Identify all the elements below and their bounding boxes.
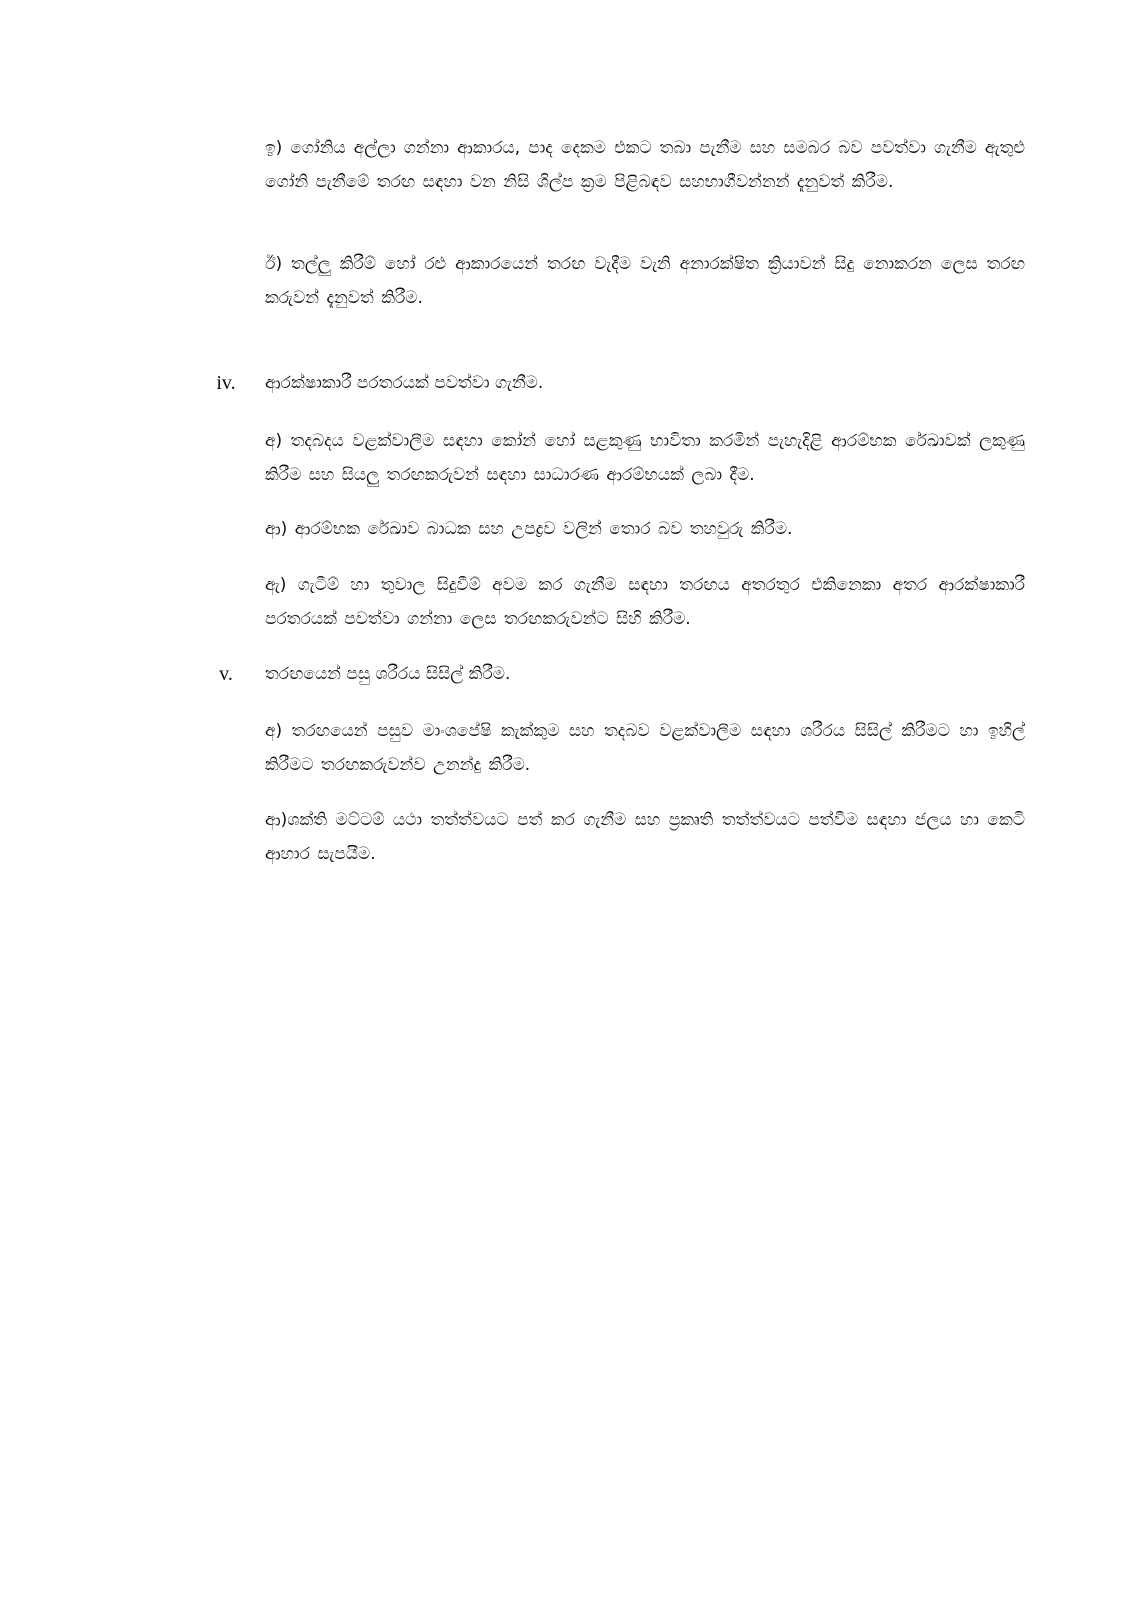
paragraph-iii-ee: ඊ) තල්ලු කිරීම් හෝ රළු ආකාරයෙන් තරඟ වැදීම වැනි අනාරක්ෂිත ක්‍රියාවන් සිදු නොකරන ලෙස තරඟ කරුවන් දැනුවත් කිරීම. xyxy=(265,254,1025,308)
paragraph-iv-aa: ආ) ආරම්භක රේඛාව බාධක සහ උපද්‍රව වලින් තොර බව තහවුරු කිරීම. xyxy=(265,519,793,539)
paragraph-v-aa: ආ)ශක්ති මට්ටම් යථා තත්ත්වයට පත් කර ගැනීම සහ ප්‍රකෘති තත්ත්වයට පත්වීම සඳහා ජලය හා කෙටි ආහාර සැපයීම. xyxy=(265,810,1025,864)
section-v-numeral: v. xyxy=(219,663,233,685)
paragraph-iv-a: අ) තදබදය වළක්වාලීම සඳහා කෝන් හෝ සළකුණු භාවිතා කරමින් පැහැදිළි ආරම්භක රේඛාවක් ලකුණු කිරීම සහ සියලු තරඟකරුවන් සඳහා සාධාරණ ආරම්භයක් ලබා දීම. xyxy=(265,431,1025,485)
section-iv-title xyxy=(0,366,1131,400)
section-iv-numeral: iv. xyxy=(216,372,236,394)
section-v-heading: තරඟයෙන් පසු ශරීරය සිසිල් කිරීම. xyxy=(265,664,511,684)
section-iv-heading: ආරක්ෂාකාරී පරතරයක් පවත්වා ගැනීම. xyxy=(265,373,544,393)
paragraph-iii-e: ඉ) ගෝනිය අල්ලා ගන්නා ආකාරය, පාද දෙකම එකට තබා පැනීම සහ සමබර බව පවත්වා ගැනීම ඇතුළු ගෝනි පැනීමේ තරඟ සඳහා වන නිසි ශිල්ප ක්‍රම පිළිබඳව සහභාගීවන්නන් දැනුවත් කිරීම. xyxy=(265,138,1025,192)
section-v-title xyxy=(0,657,1131,691)
paragraph-iv-ae: ඇ) ගැටීම් හා තුවාල සිදුවීම් අවම කර ගැනීම සඳහා තරඟය අතරතුර එකිනෙකා අතර ආරක්ෂාකාරී පරතරයක් පවත්වා ගන්නා ලෙස තරඟකරුවන්ට සිහි කිරීම. xyxy=(265,575,1025,629)
paragraph-v-a: අ) තරඟයෙන් පසුව මාංශපේෂි කැක්කුම සහ තදබව වළක්වාලීම සඳහා ශරීරය සිසිල් කිරීමට හා ඉහිල් කිරීමට තරඟකරුවන්ව උනන්දු කිරීම. xyxy=(265,721,1025,775)
